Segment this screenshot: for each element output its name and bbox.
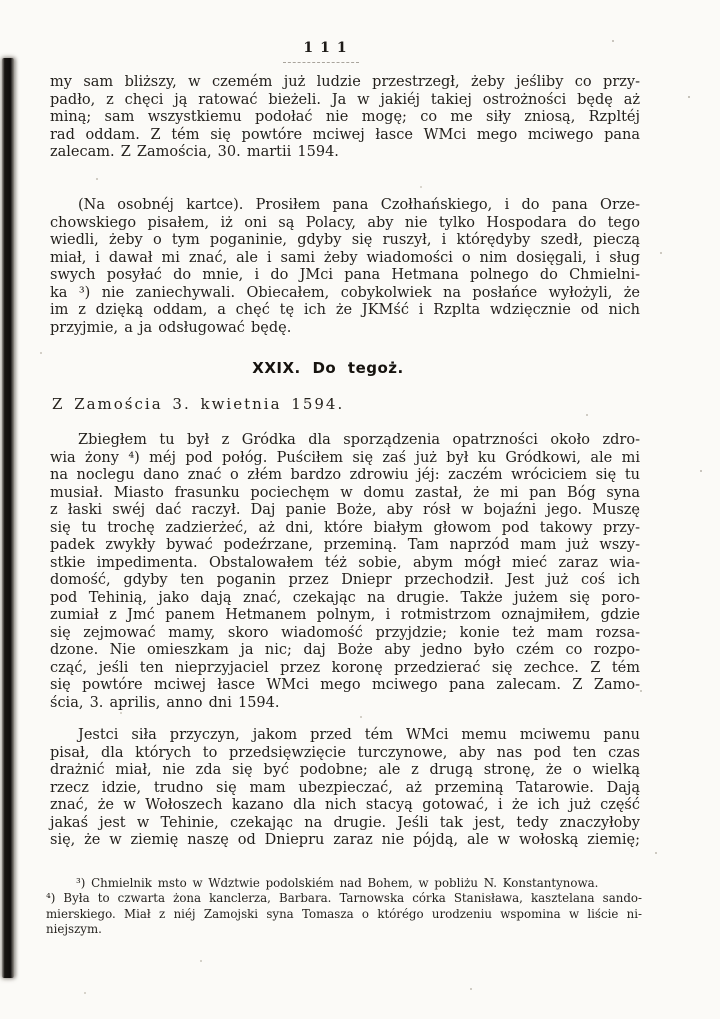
text-line: jakaś jest w Tehinie, czekając na drugie. Jeśli tak jest, tedy znaczyłoby [50,814,640,831]
text-line: Jestci siła przyczyn, jakom przed tém WMci memu mciwemu panu [78,727,640,743]
text-line: wia żony ⁴) méj pod połóg. Puściłem się zaś już był ku Gródkowi, ale mi [50,449,640,466]
paragraph-4 [50,727,640,850]
text-line: rzecz idzie, trudno się mam ubezpieczać, aż przeminą Tatarowie. Dają [50,779,640,796]
text-line: ścia, 3. aprilis, anno dni 1594. [50,694,280,711]
text-line: znać, że w Wołoszech kazano dla nich stacyą gotować, i że ich już część [50,797,640,813]
text-line: chowskiego pisałem, iż oni są Polacy, aby nie tylko Hospodara do tego [50,214,640,231]
text-line: dzone. Nie omieszkam ja nic; daj Boże aby jedno było czém co rozpo- [50,642,640,658]
text-line: stkie impedimenta. Obstalowałem téż sobie, abym mógł mieć zaraz wia- [50,554,640,571]
scan-noise [0,0,2,2]
text-line: swych posyłać do mnie, i do JMci pana Hetmana polnego do Chmielni- [50,267,640,283]
text-line: zumiał z Jmć panem Hetmanem polnym, i rotmistrzom oznajmiłem, gdzie [50,607,640,623]
footnote-line: ⁴) Była to czwarta żona kanclerza, Barbara. Tarnowska córka Stanisława, kasztelana sando- [46,891,642,906]
text-line: pod Tehinią, jako dają znać, czekając na drugie. Także jużem się poro- [50,589,640,606]
text-line: Zbiegłem tu był z Gródka dla sporządzenia opatrzności około zdro- [78,432,640,448]
text-line: przyjmie, a ja odsługować będę. [50,319,292,336]
footnotes [46,876,642,938]
page-number: 111 [303,40,354,56]
text-line: pisał, dla których to przedsięwzięcie turczynowe, aby nas pod ten czas [50,744,640,761]
page-number-rule [283,62,359,63]
text-line: się powtóre mciwej łasce WMci mego mciwego pana zalecam. Z Zamo- [50,677,640,693]
binding-shadow [2,58,14,978]
text-line: padło, z chęci ją ratować bieżeli. Ja w jakiéj takiej ostrożności będę aż [50,91,640,108]
footnote-line: mierskiego. Miał z niéj Zamojski syna Tomasza o którégo urodzeniu wspomina w liście ni- [46,906,642,921]
text-line: my sam bliższy, w czemém już ludzie przestrzegł, żeby jeśliby co przy- [50,74,640,90]
text-line: padek zwykły bywać podeźrzane, przeminą. Tam naprzód mam już wszy- [50,537,640,553]
text-line: drażnić miał, nie zda się być podobne; ale z drugą stronę, że o wielką [50,762,640,778]
section-heading: XXIX. Do tegoż. [252,359,404,377]
dateline: Z Zamościa 3. kwietnia 1594. [52,395,345,413]
text-line: się tu trochę zadzierżeć, aż dni, które białym głowom pod takowy przy- [50,519,640,536]
text-line: musiał. Miasto frasunku pociechęm w domu zastał, że mi pan Bóg syna [50,484,640,501]
text-line: (Na osobnéj kartce). Prosiłem pana Czołhańskiego, i do pana Orze- [78,197,640,213]
text-line: miną; sam wszystkiemu podołać nie mogę; co me siły zniosą, Rzpltéj [50,109,640,125]
text-line: miał, i dawał mi znać, ale i sami żeby wiadomości o nim dosięgali, i sług [50,249,640,266]
text-line: rad oddam. Z tém się powtóre mciwej łasce WMci mego mciwego pana [50,126,640,143]
text-line: z łaski swéj dać raczył. Daj panie Boże, aby rósł w bojaźni jego. Muszę [50,502,640,518]
text-line: zalecam. Z Zamościa, 30. martii 1594. [50,144,339,160]
text-line: się zejmować mamy, skoro wiadomość przyjdzie; konie też mam rozsa- [50,624,640,641]
paragraph-3 [50,432,640,712]
text-line: im z dzięką oddam, a chęć tę ich że JKMść i Rzplta wdzięcznie od nich [50,302,640,318]
text-line: domość, gdyby ten poganin przez Dniepr przechodził. Jest już coś ich [50,572,640,588]
footnote-line: ³) Chmielnik msto w Wdztwie podolskiém nad Bohem, w pobliżu N. Konstantynowa. [76,876,599,890]
paragraph-1 [50,74,640,162]
text-line: na noclegu dano znać o złém bardzo zdrowiu jéj: zaczém wróciciem się tu [50,467,640,483]
paragraph-2 [50,197,640,337]
text-line: się, że w ziemię naszę od Dniepru zaraz nie pójdą, ale w wołoską ziemię; [50,832,640,848]
text-line: ka ³) nie zaniechywali. Obiecałem, cobykolwiek na posłańce wyłożyli, że [50,284,640,301]
footnote-line: niejszym. [46,922,102,937]
text-line: wiedli, żeby o tym poganinie, gdyby się ruszył, i którędyby szedł, pieczą [50,232,640,248]
text-line: cząć, jeśli ten nieprzyjaciel przez koronę przedzierać się zechce. Z tém [50,659,640,676]
